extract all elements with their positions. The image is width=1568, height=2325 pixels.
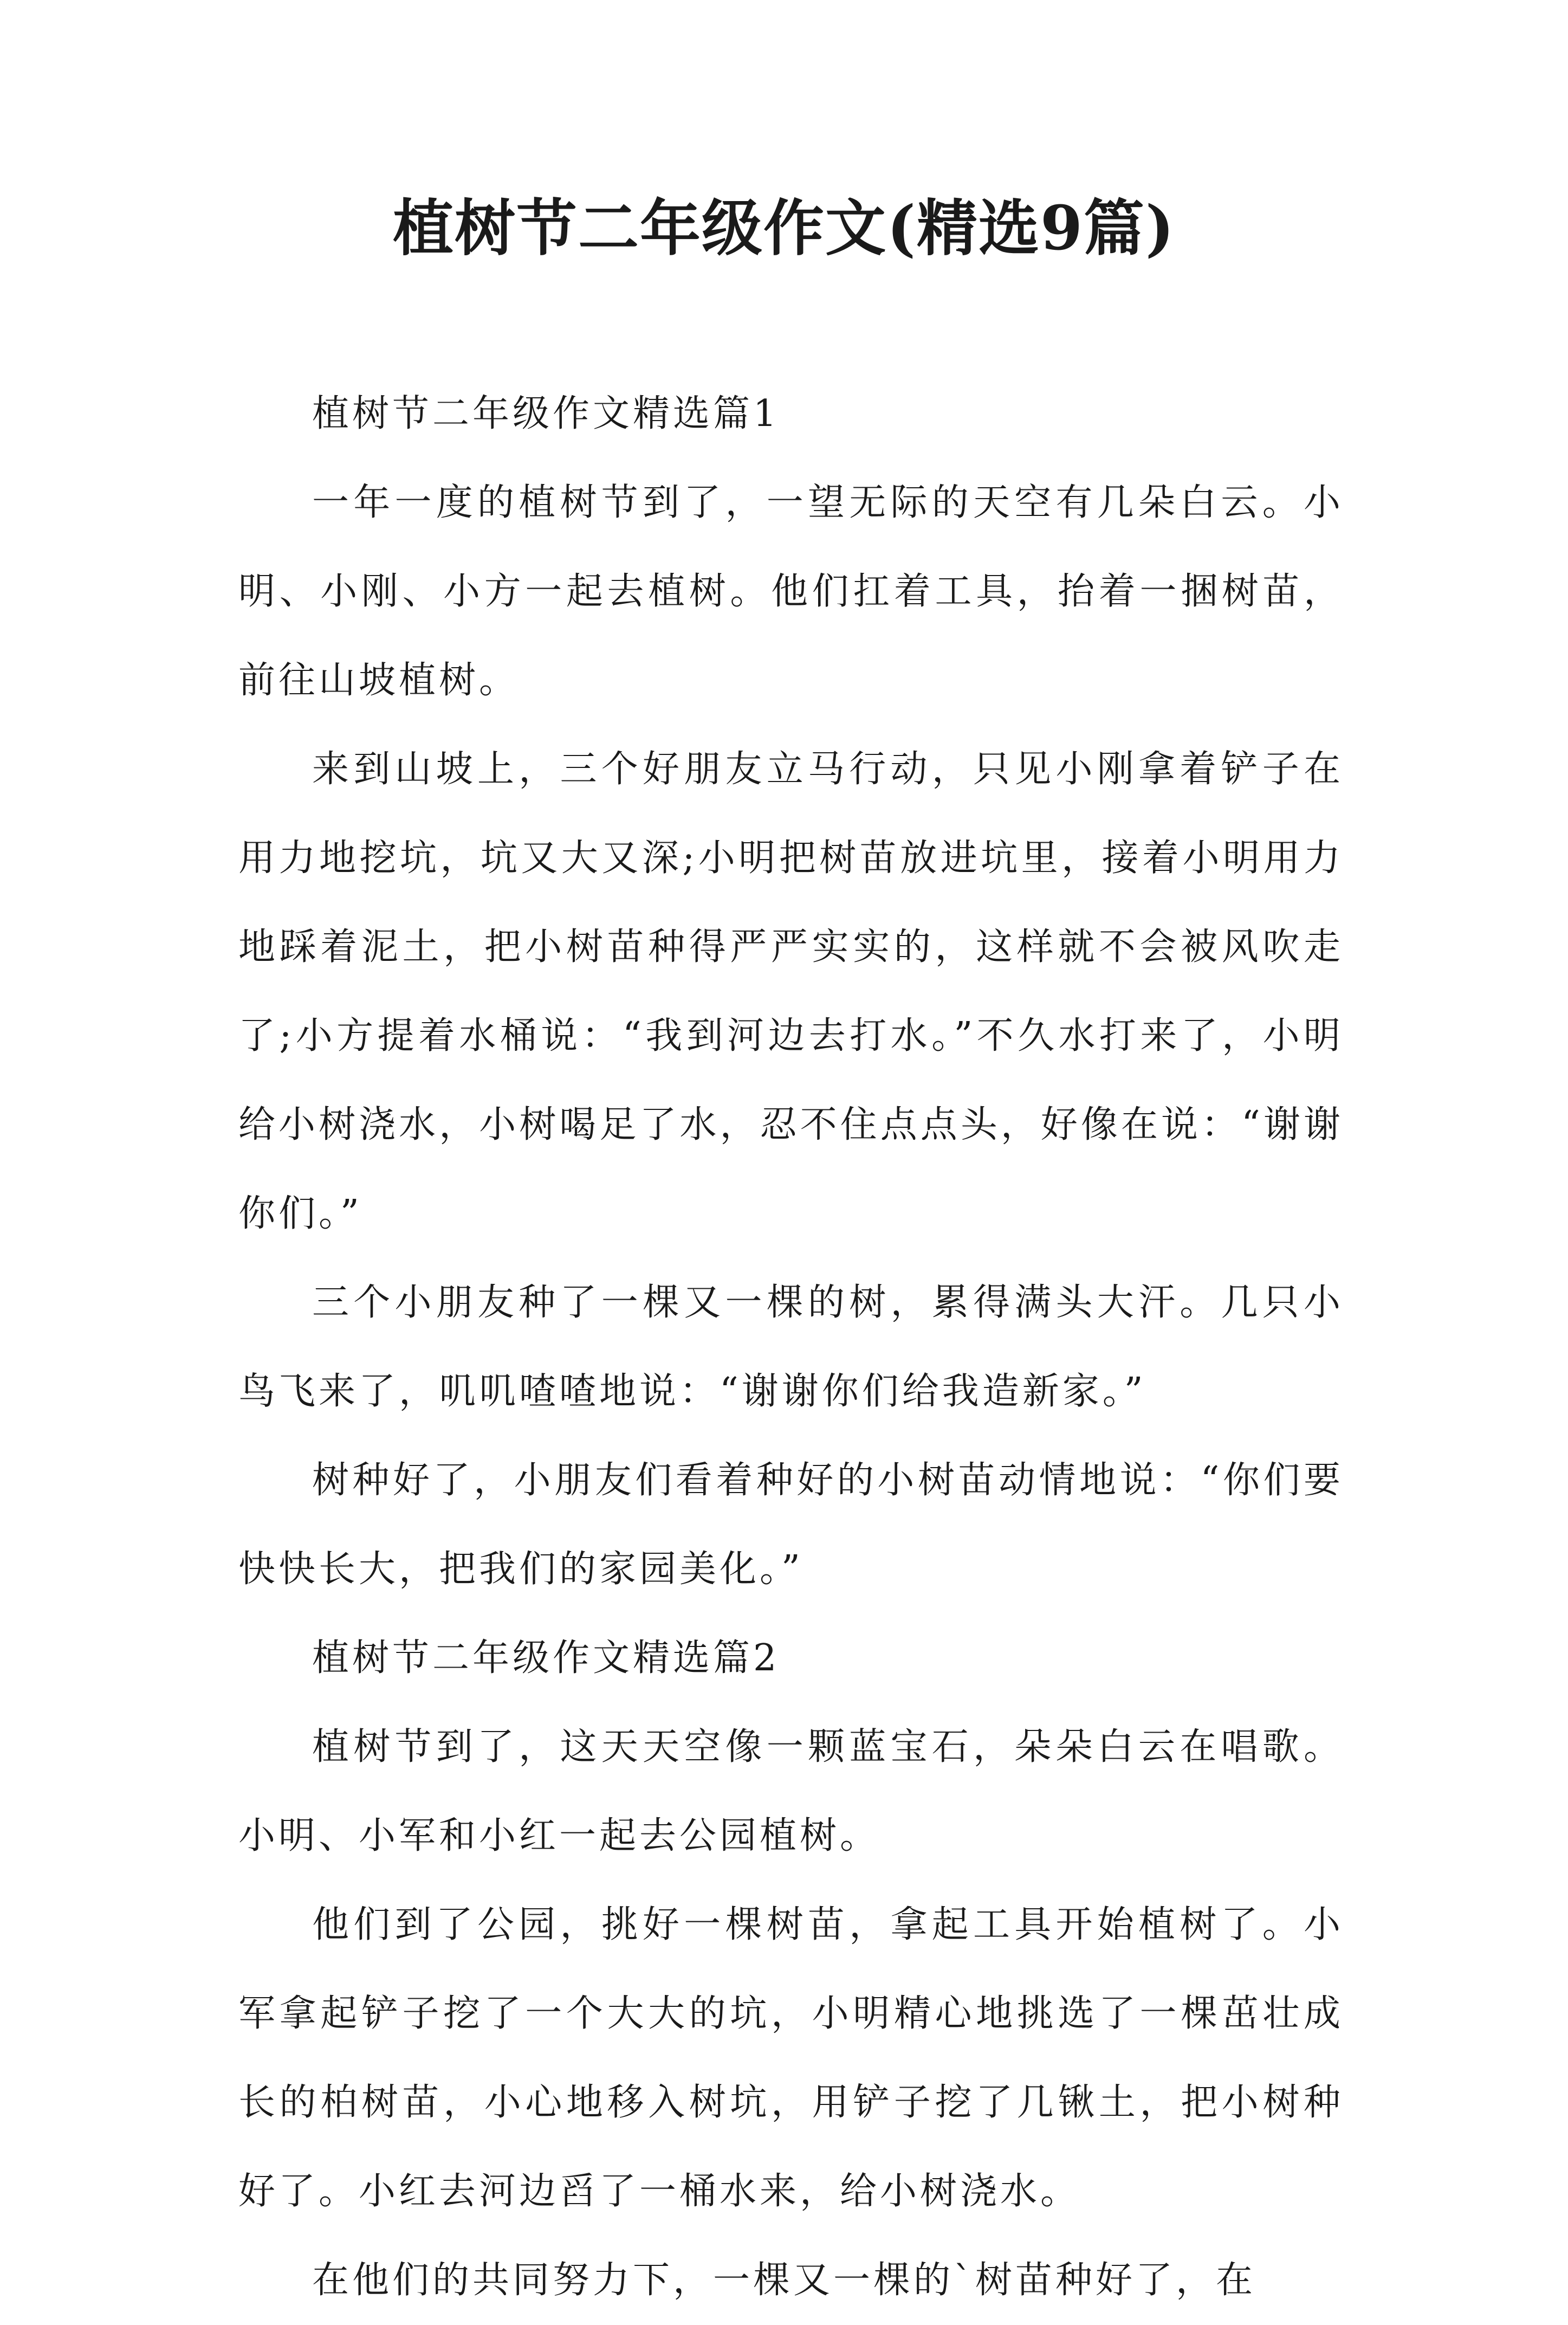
- document-title: 植树节二年级作文(精选9篇): [393, 193, 1175, 264]
- paragraph: 一年一度的植树节到了，一望无际的天空有几朵白云。小明、小刚、小方一起去植树。他们扛着工具，抬着一捆树苗，前往山坡植树。: [238, 481, 1344, 702]
- paragraph: 他们到了公园，挑好一棵树苗，拿起工具开始植树了。小军拿起铲子挖了一个大大的坑，小明精心地挑选了一棵茁壮成长的柏树苗，小心地移入树坑，用铲子挖了几锹土，把小树种好了。小红去河边舀了一桶水来，给小树浇水。: [238, 1903, 1344, 2213]
- document-body: [238, 370, 1344, 2325]
- section-heading-1: 植树节二年级作文精选篇1: [312, 392, 780, 435]
- paragraph: 三个小朋友种了一棵又一棵的树，累得满头大汗。几只小鸟飞来了，叽叽喳喳地说：“谢谢你们给我造新家。”: [238, 1281, 1344, 1413]
- paragraph: 树种好了，小朋友们看着种好的小树苗动情地说：“你们要快快长大，把我们的家园美化。”: [238, 1459, 1344, 1591]
- paragraph: 植树节到了，这天天空像一颗蓝宝石，朵朵白云在唱歌。小明、小军和小红一起去公园植树。: [238, 1726, 1344, 1857]
- paragraph: 在他们的共同努力下，一棵又一棵的`树苗种好了，在: [312, 2259, 1256, 2302]
- section-heading-2: 植树节二年级作文精选篇2: [312, 1637, 780, 1680]
- paragraph: 来到山坡上，三个好朋友立马行动，只见小刚拿着铲子在用力地挖坑，坑又大又深;小明把树苗放进坑里，接着小明用力地踩着泥土，把小树苗种得严严实实的，这样就不会被风吹走了;小方提着水桶说：“我到河边去打水。”不久水打来了，小明给小树浇水，小树喝足了水，忍不住点点头，好像在说：“谢谢你们。”: [238, 748, 1344, 1235]
